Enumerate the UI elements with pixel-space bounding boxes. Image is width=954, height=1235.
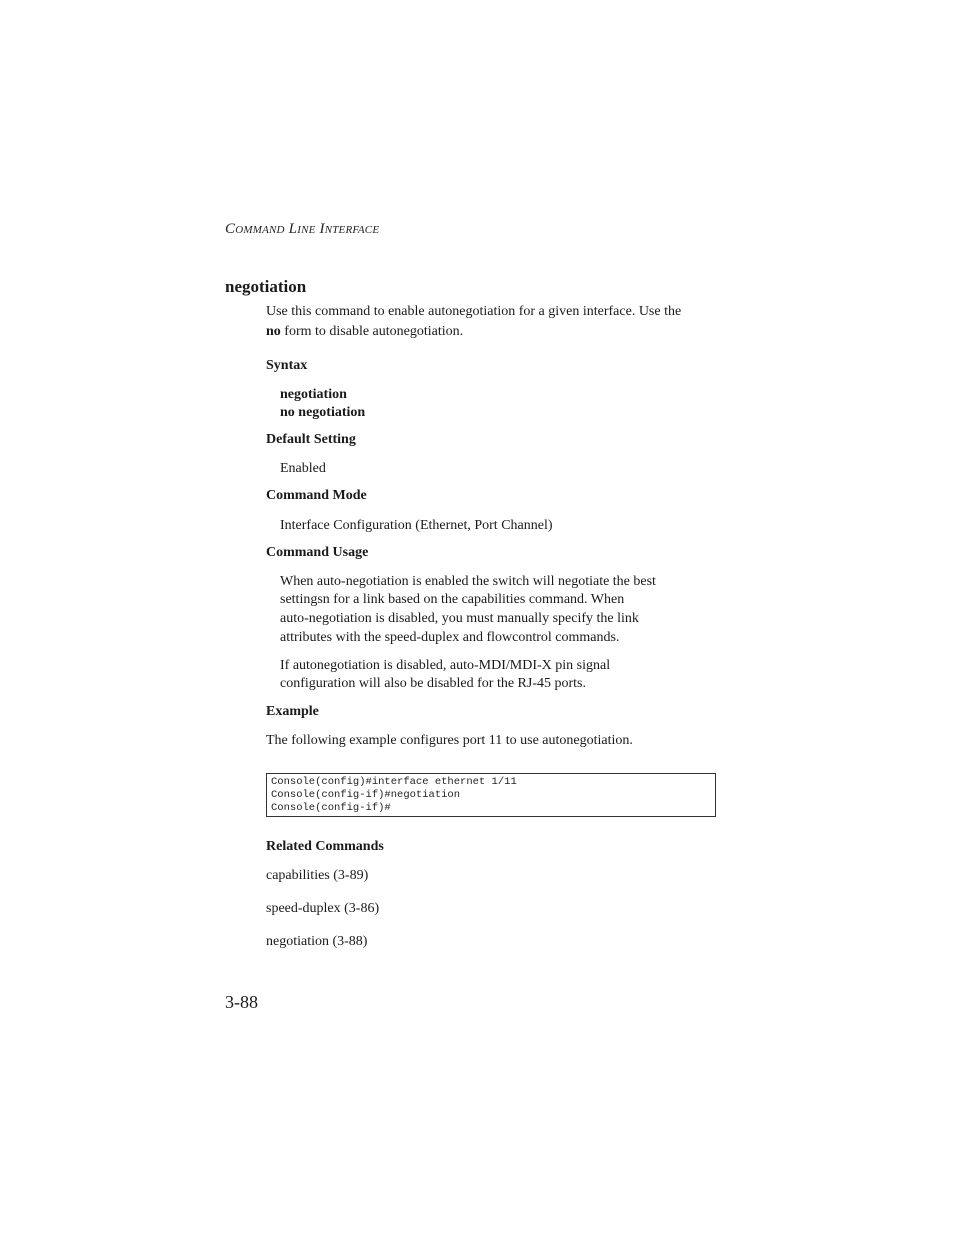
usage-para-1-line: settingsn for a link based on the capabilities command. When (280, 592, 625, 607)
intro-line-2-rest: form to disable autonegotiation. (280, 324, 464, 339)
syntax-heading: Syntax (266, 358, 308, 373)
running-head (225, 221, 379, 238)
usage-para-1-line: When auto-negotiation is enabled the switch will negotiate the best (280, 574, 656, 589)
running-head-part: OMMAND (235, 224, 285, 236)
syntax-line: no negotiation (280, 405, 366, 420)
command-mode-heading: Command Mode (266, 488, 367, 503)
code-line: Console(config-if)# (271, 802, 391, 814)
usage-para-2-line: If autonegotiation is disabled, auto-MDI/MDI-X pin signal (280, 658, 611, 673)
related-command-item: capabilities (3-89) (266, 868, 369, 883)
page-number: 3-88 (225, 992, 258, 1012)
section-title: negotiation (225, 277, 307, 296)
default-setting-heading: Default Setting (266, 432, 356, 447)
example-description: The following example configures port 11 to use autonegotiation. (266, 733, 633, 748)
usage-para-1-line: auto-negotiation is disabled, you must manually specify the link (280, 611, 639, 626)
related-commands-heading: Related Commands (266, 839, 384, 854)
intro-line-2 (266, 322, 463, 341)
related-command-item: negotiation (3-88) (266, 934, 368, 949)
syntax-line: negotiation (280, 387, 347, 402)
command-usage-heading: Command Usage (266, 545, 369, 560)
default-setting-value: Enabled (280, 461, 326, 476)
running-head-part: I (315, 221, 325, 237)
running-head-part: INE (297, 224, 316, 236)
code-example-box (266, 773, 716, 817)
command-mode-value: Interface Configuration (Ethernet, Port Channel) (280, 518, 553, 533)
running-head-part: C (225, 221, 236, 237)
running-head-part: NTERFACE (324, 224, 380, 236)
intro-line-1: Use this command to enable autonegotiation for a given interface. Use the (266, 304, 682, 319)
example-heading: Example (266, 704, 319, 719)
usage-para-2-line: configuration will also be disabled for the RJ-45 ports. (280, 676, 586, 691)
code-line: Console(config)#interface ethernet 1/11 (271, 776, 517, 788)
running-head-part: L (284, 221, 298, 237)
related-command-item: speed-duplex (3-86) (266, 901, 380, 916)
intro-no-keyword: no (266, 324, 281, 339)
usage-para-1-line: attributes with the speed-duplex and flowcontrol commands. (280, 630, 620, 645)
code-line: Console(config-if)#negotiation (271, 789, 461, 801)
